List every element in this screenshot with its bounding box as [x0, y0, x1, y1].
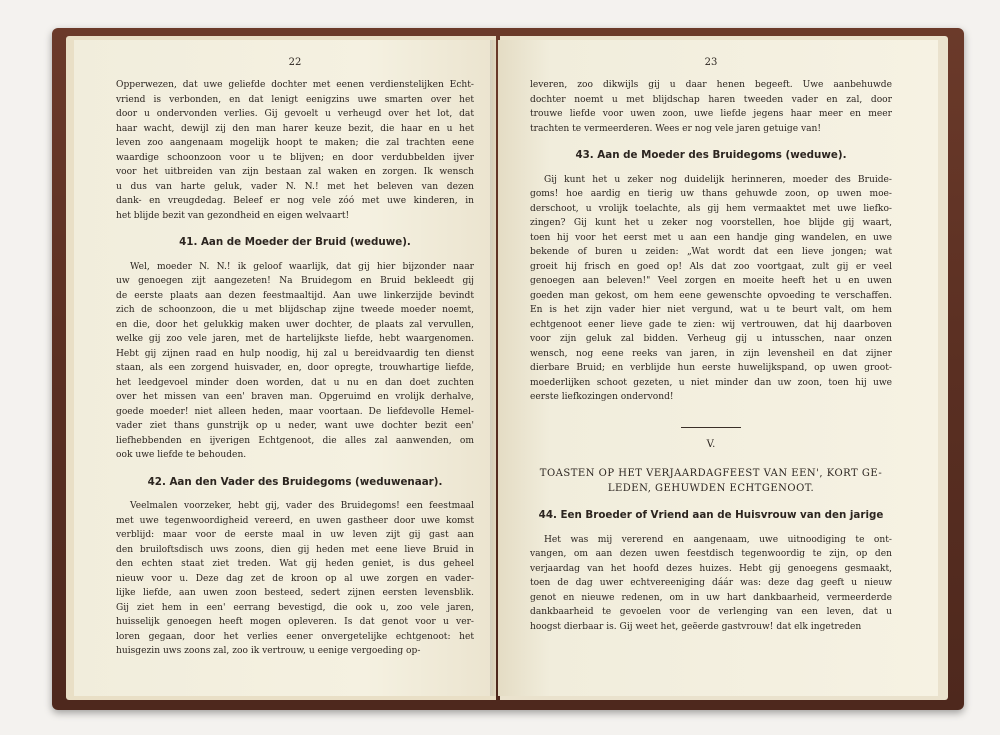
text-line: leven zoo aangenaam mogelijk hoopt te maken; die zal trachten eene: [116, 138, 474, 148]
section-43-paragraph: [530, 173, 892, 405]
text-line: En is het zijn vader hier niet vergund, wat u te beurt valt, om hem: [530, 305, 892, 315]
text-line: zingen? Gij kunt het u zeker nog voorstellen, hoe blijde gij waart,: [530, 218, 892, 228]
text-line: verjaardag van het hoofd dezes huizes. Hebt gij genoegens gesmaakt,: [530, 563, 892, 574]
heading-43: 43. Aan de Moeder des Bruidegoms (weduwe).: [575, 149, 847, 161]
intro-paragraph: [116, 78, 474, 223]
text-line: Gij kunt het u zeker nog duidelijk herinneren, moeder des Bruide-: [544, 174, 892, 185]
text-line: huisselijk genoegen heeft mogen opleveren. Is dat genot voor u ver-: [116, 617, 474, 627]
text-line: moederlijken schoot gezeten, u niet minder dan uw zoon, toen hij uwe: [530, 377, 892, 388]
text-line: zich de schoonzoon, die u met blijdschap zijne tweede moeder noemt,: [116, 305, 474, 315]
text-line: den bruiloftsdisch uws zoons, dien gij heden met eene lieve Bruid in: [116, 544, 474, 555]
text-line: trouwe liefde voor uwen zoon, uwe liefde jegens haar meer en meer: [530, 109, 892, 119]
text-line: lijke liefde, aan uwen zoon besteed, sedert zijnen eersten levensblik.: [116, 588, 474, 598]
text-line: den echten staat ziet treden. Wat gij heden geniet, is dus geheel: [116, 559, 474, 569]
section-41-paragraph: [116, 260, 474, 463]
text-line: dierbare Bruid; en verblijde hun eerste huwelijkspand, op uwen groot-: [530, 363, 892, 373]
text-line: derschoot, u vrolijk toelachte, als gij hem vermaaktet met uwe liefko-: [530, 203, 892, 214]
text-line: vangen, om aan dezen uwen feestdisch tegenwoordig te zijn, op den: [530, 549, 892, 559]
heading-42: 42. Aan den Vader des Bruidegoms (weduwenaar).: [147, 475, 443, 488]
page-number-right: 23: [704, 57, 718, 68]
text-line: welke gij zoo vele jaren, met de hartelijkste liefde, hebt waargenomen.: [116, 334, 474, 344]
text-line: groeit hij frisch en goed op! Als dat zoo voortgaat, zult gij er veel: [530, 261, 892, 272]
chapter-title: [530, 466, 892, 496]
text-line: bekende of buren u zeiden: „Wat wordt dat een lieve jongen; wat: [530, 247, 892, 257]
section-42-paragraph: [116, 499, 474, 659]
text-line: toen hij voor het eerst met u aan een handje ging wandelen, en uwe: [530, 232, 892, 243]
text-line: liefhebbenden en ijverigen Echtgenoot, die alles zal aanwenden, om: [116, 435, 474, 446]
section-divider: [681, 427, 741, 428]
text-line: dochter noemt u met blijdschap haren tweeden vader en zal, door: [530, 94, 892, 105]
text-line: goeden man gekost, om hem eene gewenschte opvoeding te verschaffen.: [530, 290, 892, 301]
text-line: dank- en vreugdedag. Beleef er nog vele zóó met uwe kinderen, in: [116, 196, 474, 206]
intro-paragraph: [530, 78, 892, 136]
text-line: eerste liefkozingen ondervond!: [530, 392, 674, 402]
text-line: staan, als een zorgend huisvader, en, door opregte, trouwhartige liefde,: [116, 363, 474, 373]
text-line: huisgezin uws zoons zal, zoo ik vertrouw, u eenige vergoeding op-: [116, 646, 421, 656]
text-line: Wel, moeder N. N.! ik geloof waarlijk, dat gij hier bijzonder naar: [130, 261, 474, 272]
text-line: voor het uitbreiden van zijn bestaan zal waken en zorgen. Ik wensch: [116, 167, 474, 177]
chapter-title-line: TOASTEN OP HET VERJAARDAGFEEST VAN EEN', KORT GE-: [539, 468, 883, 479]
heading-44: 44. Een Broeder of Vriend aan de Huisvrouw van den jarige: [538, 509, 884, 521]
section-44-paragraph: [530, 533, 892, 635]
text-line: wensch, nog eene reeks van jaren, in zijn levensheil en dat zijner: [530, 348, 892, 359]
text-line: u dus van harte geluk, vader N. N.! met het beleven van dezen: [116, 181, 474, 192]
text-line: vriend is verbonden, en dat lenigt eenigzins uwe smarten over het: [116, 94, 474, 105]
text-line: hoogst dierbaar is. Gij weet het, geëerde gastvrouw! dat elk ingetreden: [530, 621, 862, 632]
text-line: toen de dag uwer echtvereeniging dáár was: deze dag geeft u nieuw: [530, 578, 892, 588]
text-line: over het missen van een' braven man. Opgeruimd en vrolijk derhalve,: [116, 392, 474, 402]
text-line: nieuw voor u. Deze dag zet de kroon op al uwe zorgen en vader-: [116, 573, 474, 584]
text-line: goede moeder! niet alleen heden, maar voortaan. De liefdevolle Hemel-: [116, 406, 474, 417]
text-line: met uwe tegenwoordigheid vereerd, en uwen gastheer door uwe komst: [116, 515, 474, 526]
text-line: verblijd: maar voor de eerste maal in uw leven zijt gij gast aan: [116, 530, 474, 540]
text-line: genoegen aan beleven!" Veel zorgen en moeite heeft het u en uwen: [530, 276, 892, 286]
text-line: goms! hoe aardig en tierig uw thans gehuwde zoon, op uwen moe-: [530, 189, 892, 199]
right-page: [498, 40, 938, 696]
text-line: Veelmalen voorzeker, hebt gij, vader des Bruidegoms! een feestmaal: [130, 501, 474, 511]
text-line: voor zijn geluk zal bidden. Verheug gij u intusschen, naar onzen: [530, 334, 892, 344]
text-line: Het was mij vererend en aangenaam, uwe uitnoodiging te ont-: [544, 534, 892, 545]
text-line: echtgenoot eener lieve gade te zien: wij vertrouwen, dat hij daarboven: [530, 319, 892, 330]
left-page: [74, 40, 492, 696]
text-line: genot en nieuwe redenen, om in uw hart dankbaarheid, vermeerderde: [530, 592, 892, 603]
text-line: het blijde bezit van gezondheid en eigen welvaart!: [116, 210, 350, 221]
text-line: leveren, zoo dikwijls gij u daar henen begeeft. Uwe aanbehuwde: [530, 80, 892, 90]
text-line: trachten te vermeerderen. Wees er nog vele jaren getuige van!: [530, 123, 822, 134]
text-line: Hebt gij zijnen raad en hulp noodig, hij zal u bereidvaardig ten dienst: [116, 348, 474, 359]
text-line: haar wacht, dewijl zij den man harer keuze bezit, die haar en u het: [116, 123, 474, 134]
text-line: vader ziet thans gunstrijk op u neder, want uwe dochter bezit een': [116, 421, 474, 431]
text-line: waardige schoonzoon voor u te blijven; en door verdubbelden ijver: [116, 152, 474, 163]
text-line: en die, door het gelukkig maken uwer dochter, de plaats zal vervullen,: [116, 319, 474, 330]
text-line: ook uwe liefde te behouden.: [116, 450, 247, 460]
text-line: Opperwezen, dat uwe geliefde dochter met eenen verdienstelijken Echt-: [116, 80, 474, 90]
chapter-number: V.: [706, 438, 716, 450]
text-line: uw genoegen zijt aangezeten! Na Bruidegom en Bruid bekleedt gij: [116, 276, 474, 286]
page-number-left: 22: [288, 57, 302, 68]
text-line: het leedgevoel minder doen worden, dat u nu en dan doet zuchten: [116, 377, 474, 388]
text-line: de eerste plaats aan dezen feestmaaltijd. Aan uwe linkerzijde bevindt: [116, 290, 474, 301]
text-line: dankbaarheid te gevoelen voor de verlenging van een leven, dat u: [530, 607, 892, 617]
text-line: Gij ziet hem in een' eerrang bevestigd, die ook u, zoo vele jaren,: [116, 602, 474, 613]
heading-41: 41. Aan de Moeder der Bruid (weduwe).: [179, 236, 411, 248]
chapter-title-line: LEDEN, GEHUWDEN ECHTGENOOT.: [607, 483, 815, 494]
text-line: loren gegaan, door het verlies eener onvergetelijke echtgenoot: het: [116, 631, 474, 642]
text-line: door u ondervonden verlies. Gij gevoelt u verheugd over het lot, dat: [116, 109, 474, 119]
